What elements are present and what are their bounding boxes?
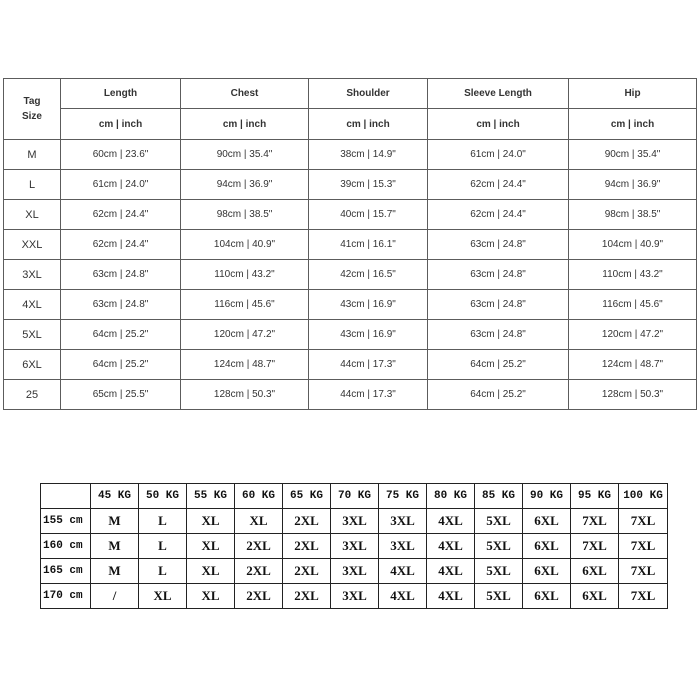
height-label-cell: 165 cm <box>41 559 91 584</box>
recommended-size-cell: 3XL <box>379 509 427 534</box>
height-label-cell: 170 cm <box>41 584 91 609</box>
measurement-cell: 124cm | 48.7" <box>569 350 697 380</box>
recommended-size-cell: 7XL <box>619 559 668 584</box>
height-row <box>41 584 668 609</box>
recommended-size-cell: 6XL <box>523 584 571 609</box>
recommended-size-cell: M <box>91 559 139 584</box>
measurement-cell: 98cm | 38.5" <box>569 200 697 230</box>
measurement-cell: 62cm | 24.4" <box>428 170 569 200</box>
size-table-unit-row <box>4 109 697 140</box>
measurement-cell: 62cm | 24.4" <box>61 200 181 230</box>
column-header-chest: Chest <box>181 79 309 109</box>
measurement-cell: 94cm | 36.9" <box>181 170 309 200</box>
weight-header-cell: 80 KG <box>427 484 475 509</box>
recommended-size-cell: XL <box>235 509 283 534</box>
height-label-cell: 155 cm <box>41 509 91 534</box>
weight-header-row <box>41 484 668 509</box>
size-row <box>4 260 697 290</box>
measurement-cell: 63cm | 24.8" <box>428 290 569 320</box>
recommended-size-cell: 4XL <box>379 559 427 584</box>
size-row <box>4 230 697 260</box>
unit-label: cm | inch <box>569 109 697 140</box>
size-tag-cell: 5XL <box>4 320 61 350</box>
measurement-cell: 110cm | 43.2" <box>569 260 697 290</box>
recommended-size-cell: 2XL <box>283 509 331 534</box>
measurement-cell: 63cm | 24.8" <box>61 290 181 320</box>
measurement-cell: 104cm | 40.9" <box>569 230 697 260</box>
measurement-cell: 116cm | 45.6" <box>181 290 309 320</box>
measurement-cell: 64cm | 25.2" <box>428 380 569 410</box>
measurement-cell: 104cm | 40.9" <box>181 230 309 260</box>
unit-label: cm | inch <box>309 109 428 140</box>
size-row <box>4 350 697 380</box>
measurement-cell: 64cm | 25.2" <box>61 350 181 380</box>
column-header-hip: Hip <box>569 79 697 109</box>
recommended-size-cell: 3XL <box>331 559 379 584</box>
size-tag-cell: XXL <box>4 230 61 260</box>
measurement-cell: 44cm | 17.3" <box>309 350 428 380</box>
weight-header-cell: 55 KG <box>187 484 235 509</box>
measurement-cell: 64cm | 25.2" <box>61 320 181 350</box>
weight-table-body <box>41 509 668 609</box>
size-row <box>4 140 697 170</box>
recommended-size-cell: 6XL <box>523 534 571 559</box>
recommended-size-cell: 4XL <box>427 559 475 584</box>
unit-label: cm | inch <box>181 109 309 140</box>
column-header-length: Length <box>61 79 181 109</box>
measurement-cell: 90cm | 35.4" <box>181 140 309 170</box>
size-tag-cell: 3XL <box>4 260 61 290</box>
recommended-size-cell: L <box>139 509 187 534</box>
recommended-size-cell: 3XL <box>331 584 379 609</box>
size-measurement-table <box>3 78 697 410</box>
measurement-cell: 128cm | 50.3" <box>181 380 309 410</box>
recommended-size-cell: 7XL <box>571 534 619 559</box>
recommended-size-cell: 4XL <box>427 584 475 609</box>
recommended-size-cell: 3XL <box>331 509 379 534</box>
recommended-size-cell: XL <box>187 509 235 534</box>
measurement-cell: 39cm | 15.3" <box>309 170 428 200</box>
measurement-cell: 65cm | 25.5" <box>61 380 181 410</box>
recommended-size-cell: 6XL <box>523 509 571 534</box>
measurement-cell: 90cm | 35.4" <box>569 140 697 170</box>
size-tag-cell: L <box>4 170 61 200</box>
measurement-cell: 40cm | 15.7" <box>309 200 428 230</box>
recommended-size-cell: 4XL <box>427 534 475 559</box>
recommended-size-cell: 2XL <box>235 534 283 559</box>
size-row <box>4 290 697 320</box>
recommended-size-cell: 2XL <box>283 584 331 609</box>
recommended-size-cell: 2XL <box>283 534 331 559</box>
height-label-cell: 160 cm <box>41 534 91 559</box>
weight-header-cell: 45 KG <box>91 484 139 509</box>
measurement-cell: 43cm | 16.9" <box>309 320 428 350</box>
weight-header-cell: 50 KG <box>139 484 187 509</box>
size-row <box>4 200 697 230</box>
recommended-size-cell: 4XL <box>427 509 475 534</box>
size-table-header-row <box>4 79 697 109</box>
measurement-cell: 63cm | 24.8" <box>61 260 181 290</box>
measurement-cell: 120cm | 47.2" <box>181 320 309 350</box>
recommended-size-cell: / <box>91 584 139 609</box>
weight-header-cell: 75 KG <box>379 484 427 509</box>
recommended-size-cell: 3XL <box>379 534 427 559</box>
height-row <box>41 534 668 559</box>
measurement-cell: 128cm | 50.3" <box>569 380 697 410</box>
measurement-cell: 110cm | 43.2" <box>181 260 309 290</box>
measurement-cell: 63cm | 24.8" <box>428 320 569 350</box>
measurement-cell: 63cm | 24.8" <box>428 260 569 290</box>
size-tag-cell: XL <box>4 200 61 230</box>
weight-header-cell: 65 KG <box>283 484 331 509</box>
size-table-body <box>4 140 697 410</box>
recommended-size-cell: XL <box>187 584 235 609</box>
recommended-size-cell: M <box>91 534 139 559</box>
measurement-cell: 44cm | 17.3" <box>309 380 428 410</box>
unit-label: cm | inch <box>61 109 181 140</box>
recommended-size-cell: 5XL <box>475 559 523 584</box>
tag-size-header-line1: Tag <box>23 96 41 107</box>
measurement-cell: 61cm | 24.0" <box>428 140 569 170</box>
measurement-cell: 98cm | 38.5" <box>181 200 309 230</box>
measurement-cell: 62cm | 24.4" <box>428 200 569 230</box>
size-tag-cell: 25 <box>4 380 61 410</box>
size-tag-cell: 4XL <box>4 290 61 320</box>
size-row <box>4 380 697 410</box>
recommended-size-cell: 2XL <box>235 584 283 609</box>
recommended-size-cell: 7XL <box>619 584 668 609</box>
weight-header-cell: 85 KG <box>475 484 523 509</box>
recommended-size-cell: XL <box>139 584 187 609</box>
corner-cell <box>41 484 91 509</box>
weight-header-cell: 100 KG <box>619 484 668 509</box>
size-tag-cell: M <box>4 140 61 170</box>
recommended-size-cell: 5XL <box>475 584 523 609</box>
recommended-size-cell: 6XL <box>523 559 571 584</box>
size-tag-cell: 6XL <box>4 350 61 380</box>
size-row <box>4 320 697 350</box>
recommended-size-cell: XL <box>187 534 235 559</box>
recommended-size-cell: L <box>139 534 187 559</box>
measurement-cell: 61cm | 24.0" <box>61 170 181 200</box>
recommended-size-cell: 5XL <box>475 534 523 559</box>
measurement-cell: 120cm | 47.2" <box>569 320 697 350</box>
measurement-cell: 94cm | 36.9" <box>569 170 697 200</box>
recommended-size-cell: M <box>91 509 139 534</box>
measurement-cell: 116cm | 45.6" <box>569 290 697 320</box>
recommended-size-cell: 7XL <box>619 509 668 534</box>
column-header-shoulder: Shoulder <box>309 79 428 109</box>
recommended-size-cell: 2XL <box>235 559 283 584</box>
tag-size-header <box>4 79 61 140</box>
height-row <box>41 559 668 584</box>
measurement-cell: 41cm | 16.1" <box>309 230 428 260</box>
measurement-cell: 38cm | 14.9" <box>309 140 428 170</box>
recommended-size-cell: L <box>139 559 187 584</box>
unit-label: cm | inch <box>428 109 569 140</box>
recommended-size-cell: XL <box>187 559 235 584</box>
recommended-size-cell: 3XL <box>331 534 379 559</box>
recommended-size-cell: 7XL <box>571 509 619 534</box>
measurement-cell: 63cm | 24.8" <box>428 230 569 260</box>
recommended-size-cell: 6XL <box>571 584 619 609</box>
column-header-sleeve-length: Sleeve Length <box>428 79 569 109</box>
tag-size-header-line2: Size <box>21 111 42 122</box>
size-row <box>4 170 697 200</box>
weight-header-cell: 70 KG <box>331 484 379 509</box>
weight-header-cell: 90 KG <box>523 484 571 509</box>
measurement-cell: 60cm | 23.6" <box>61 140 181 170</box>
recommended-size-cell: 2XL <box>283 559 331 584</box>
recommended-size-cell: 5XL <box>475 509 523 534</box>
measurement-cell: 64cm | 25.2" <box>428 350 569 380</box>
weight-header-cell: 95 KG <box>571 484 619 509</box>
measurement-cell: 42cm | 16.5" <box>309 260 428 290</box>
measurement-cell: 124cm | 48.7" <box>181 350 309 380</box>
height-row <box>41 509 668 534</box>
measurement-cell: 62cm | 24.4" <box>61 230 181 260</box>
height-weight-table <box>40 483 668 609</box>
recommended-size-cell: 4XL <box>379 584 427 609</box>
recommended-size-cell: 6XL <box>571 559 619 584</box>
weight-header-cell: 60 KG <box>235 484 283 509</box>
measurement-cell: 43cm | 16.9" <box>309 290 428 320</box>
recommended-size-cell: 7XL <box>619 534 668 559</box>
